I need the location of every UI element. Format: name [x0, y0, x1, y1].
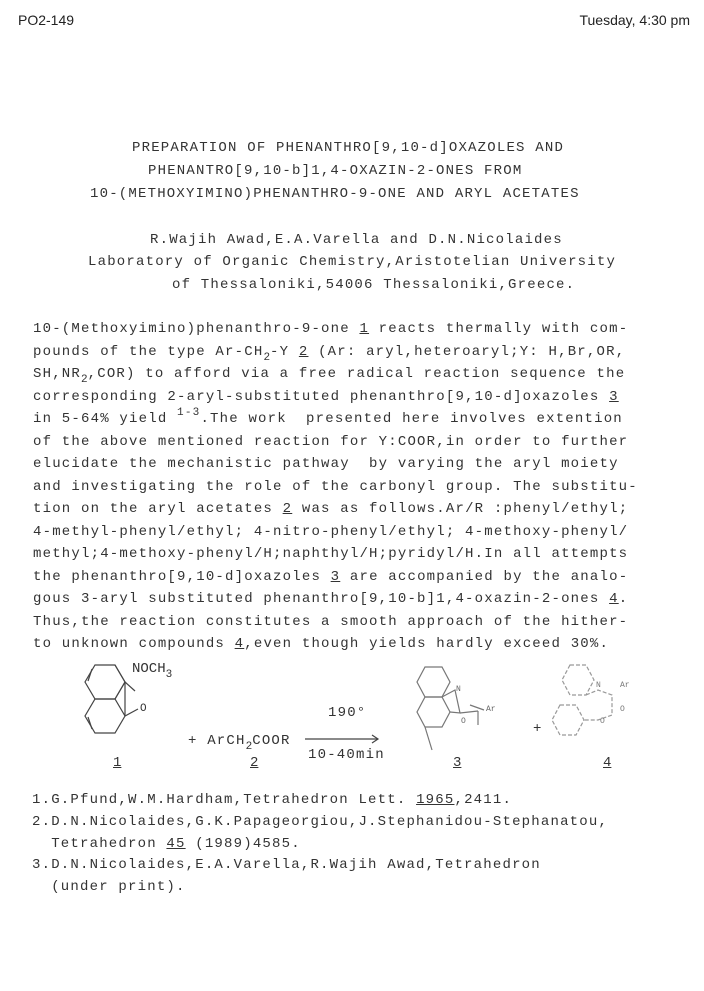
text-segment: ,2411. [454, 792, 513, 808]
text-segment: 1.G.Pfund,W.M.Hardham,Tetrahedron Lett. [32, 792, 417, 808]
body-line [33, 431, 628, 453]
reaction-arrow [305, 735, 378, 743]
text-segment: PREPARATION OF PHENANTHRO[9,10-d]OXAZOLES AND [132, 140, 565, 156]
compound-number: 1 [359, 321, 370, 337]
plus-sign: + [533, 721, 542, 737]
reaction-time: 10-40min [308, 747, 385, 763]
text-segment: 10-(Methoxyimino)phenanthro-9-one [33, 321, 360, 337]
text-segment: (Ar: aryl,heteroaryl;Y: H,Br,OR, [308, 343, 626, 360]
body-line [33, 453, 619, 475]
abstract-code: PO2-149 [18, 12, 75, 28]
text-segment: .The work presented here involves extention [200, 411, 623, 427]
reference-line [32, 833, 301, 855]
text-segment: 10-(METHOXYIMINO)PHENANTHRO-9-ONE AND ARYL ACETATES [90, 186, 580, 202]
compound-label-2: 2 [250, 755, 259, 771]
compound-number: 2 [282, 501, 293, 517]
reference-line [32, 811, 608, 833]
title-line [132, 137, 564, 159]
text-segment: -Y [270, 343, 299, 360]
body-line [33, 341, 625, 363]
text-segment: (1989)4585. [185, 835, 301, 852]
text-segment: (under print). [32, 879, 186, 896]
title-line [90, 183, 580, 205]
body-line [33, 566, 628, 588]
title-line [148, 160, 522, 182]
session-time: Tuesday, 4:30 pm [579, 12, 690, 28]
text-segment: SH,NR [33, 366, 82, 382]
reference-line [32, 789, 512, 811]
reference-line [32, 854, 541, 876]
compound-label-4: 4 [603, 755, 612, 771]
text-segment: was as follows.Ar/R :phenyl/ethyl; [292, 501, 629, 517]
text-segment: PHENANTRO[9,10-b]1,4-OXAZIN-2-ONES FROM [148, 163, 523, 179]
body-line [33, 521, 628, 543]
author-line [150, 229, 563, 251]
reference-line [32, 876, 186, 898]
body-line [33, 611, 628, 633]
ring-oxygen-label-4: O [600, 717, 605, 726]
aryl-label-4: Ar [620, 681, 630, 690]
author-line [172, 274, 575, 296]
text-segment: the phenanthro[9,10-d]oxazoles [33, 568, 331, 585]
text-segment: 3.D.N.Nicolaides,E.A.Varella,R.Wajih Awad,Tetrahedron [32, 857, 541, 874]
reaction-temperature: 190° [328, 705, 367, 721]
body-line [33, 386, 619, 408]
noch3-group: $NOCH_3$ [132, 661, 173, 681]
text-segment: 4-methyl-phenyl/ethyl; 4-nitro-phenyl/ethyl; 4-methoxy-phenyl/ [33, 523, 629, 540]
body-line [33, 498, 628, 520]
author-line [88, 251, 616, 273]
text-segment: ,COR) to afford via a free radical reaction sequence the [87, 366, 626, 382]
text-segment: of the above mentioned reaction for Y:COOR,in order to further [33, 433, 629, 450]
body-line [33, 588, 628, 610]
reference-superscript: 1-3 [177, 407, 201, 419]
text-segment: R.Wajih Awad,E.A.Varella and D.N.Nicolaides [150, 232, 563, 248]
nitrogen-label-3: N [456, 685, 461, 694]
body-line [33, 363, 625, 385]
text-segment: 2.D.N.Nicolaides,G.K.Papageorgiou,J.Stephanidou-Stephanatou, [32, 813, 609, 830]
compound-label-1: 1 [113, 755, 122, 771]
text-segment: gous 3-aryl substituted phenanthro[9,10-b]1,4-oxazin-2-ones [33, 591, 610, 607]
oxygen-label-3: O [461, 717, 466, 726]
compound-number: 1965 [416, 792, 455, 808]
text-segment: to unknown compounds [33, 636, 235, 652]
compound-1-structure [85, 665, 138, 733]
compound-3-structure [417, 667, 484, 750]
text-segment: corresponding 2-aryl-substituted phenanthro[9,10-d]oxazoles [33, 388, 610, 405]
text-segment: are accompanied by the analo- [340, 568, 629, 585]
body-line [33, 318, 628, 340]
text-segment: in 5-64% yield [33, 411, 178, 427]
carbonyl-oxygen-label-4: O [620, 705, 625, 714]
aryl-label-3: Ar [486, 705, 496, 714]
compound-number: 45 [166, 835, 186, 852]
subscript: 2 [81, 374, 88, 386]
text-segment: reacts thermally with com- [369, 321, 629, 337]
text-segment: elucidate the mechanistic pathway by varying the aryl moiety [33, 456, 619, 472]
compound-number: 3 [330, 568, 341, 585]
text-segment: methyl;4-methoxy-phenyl/H;naphthyl/H;pyridyl/H.In all attempts [33, 546, 629, 562]
oxygen-label-1: O [140, 703, 147, 715]
text-segment: Thus,the reaction constitutes a smooth approach of the hither- [33, 613, 629, 630]
reaction-scheme [0, 655, 704, 775]
body-line [33, 476, 638, 498]
body-line [33, 633, 609, 655]
text-segment: tion on the aryl acetates [33, 501, 283, 517]
body-line [33, 543, 628, 565]
compound-number: 3 [609, 388, 619, 405]
text-segment: Laboratory of Organic Chemistry,Aristotelian University [88, 254, 617, 270]
compound-label-3: 3 [453, 755, 462, 771]
subscript: 2 [263, 351, 271, 364]
nitrogen-label-4: N [596, 681, 601, 690]
text-segment: Tetrahedron [32, 835, 167, 852]
text-segment: . [618, 591, 629, 607]
text-segment: ,even though yields hardly exceed 30%. [244, 636, 610, 652]
compound-number: 4 [234, 636, 245, 652]
compound-number: 4 [609, 591, 619, 607]
text-segment: of Thessaloniki,54006 Thessaloniki,Greece. [172, 277, 576, 293]
body-line [33, 408, 623, 430]
text-segment: and investigating the role of the carbonyl group. The substitu- [33, 478, 638, 495]
compound-number: 2 [298, 343, 309, 360]
text-segment: pounds of the type Ar-CH [33, 343, 264, 360]
reagent-formula: + ArCH$_2$COOR [188, 733, 291, 753]
